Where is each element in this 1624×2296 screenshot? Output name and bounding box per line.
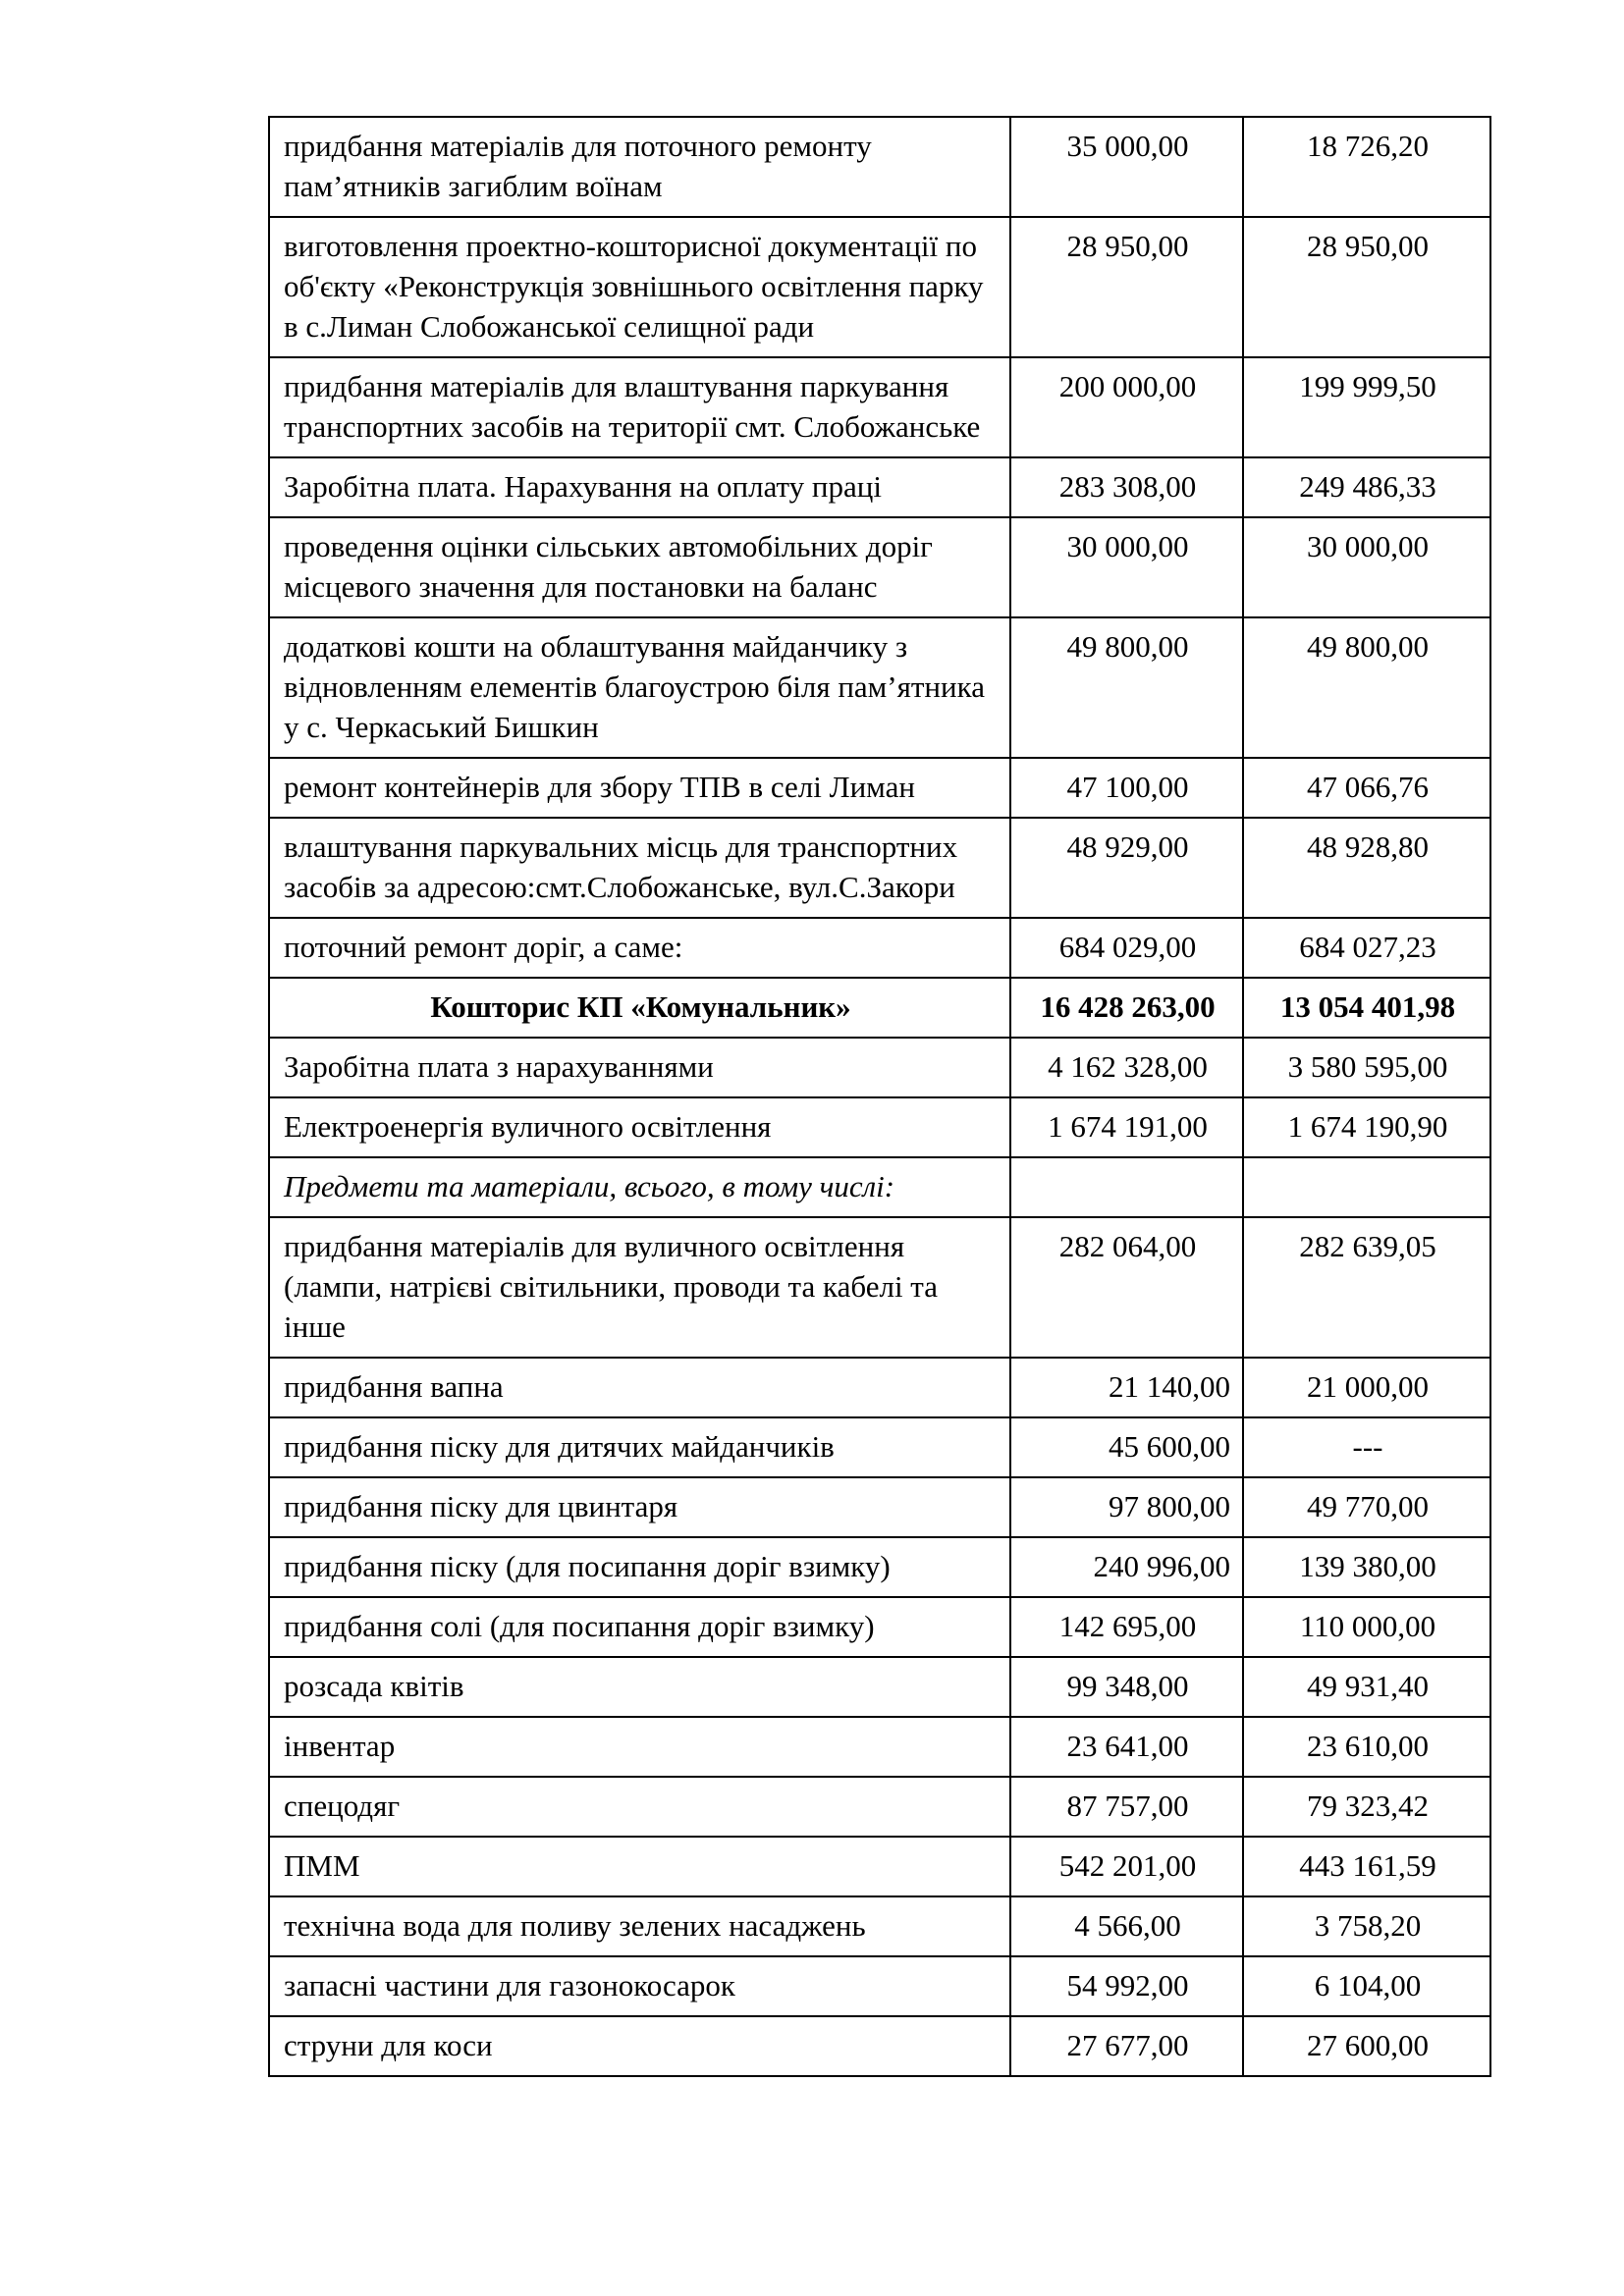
table-row (269, 1837, 1490, 1896)
planned-amount: 21 140,00 (1010, 1358, 1243, 1417)
actual-amount (1243, 1157, 1490, 1217)
actual-amount: 27 600,00 (1243, 2016, 1490, 2076)
actual-amount: 49 800,00 (1243, 617, 1490, 758)
table-row (269, 617, 1490, 758)
planned-amount: 16 428 263,00 (1010, 978, 1243, 1038)
item-description: влаштування паркувальних місць для транспортних засобів за адресою:смт.Слобожанське, вул.С.Закори (269, 818, 1010, 918)
actual-amount: 30 000,00 (1243, 517, 1490, 617)
planned-amount: 35 000,00 (1010, 117, 1243, 217)
planned-amount: 23 641,00 (1010, 1717, 1243, 1777)
actual-amount: 684 027,23 (1243, 918, 1490, 978)
table-row (269, 1358, 1490, 1417)
actual-amount: 18 726,20 (1243, 117, 1490, 217)
actual-amount: 48 928,80 (1243, 818, 1490, 918)
actual-amount: 13 054 401,98 (1243, 978, 1490, 1038)
planned-amount: 30 000,00 (1010, 517, 1243, 617)
table-row (269, 1477, 1490, 1537)
item-description: поточний ремонт доріг, а саме: (269, 918, 1010, 978)
table-row (269, 1717, 1490, 1777)
planned-amount: 45 600,00 (1010, 1417, 1243, 1477)
table-row (269, 517, 1490, 617)
budget-table-body (269, 117, 1490, 2076)
planned-amount: 283 308,00 (1010, 457, 1243, 517)
table-row (269, 978, 1490, 1038)
item-description: виготовлення проектно-кошторисної документації по об'єкту «Реконструкція зовнішнього освітлення парку в с.Лиман Слобожанської селищної ради (269, 217, 1010, 357)
actual-amount: 47 066,76 (1243, 758, 1490, 818)
planned-amount: 87 757,00 (1010, 1777, 1243, 1837)
actual-amount: 23 610,00 (1243, 1717, 1490, 1777)
item-description: придбання піску для цвинтаря (269, 1477, 1010, 1537)
actual-amount: 1 674 190,90 (1243, 1097, 1490, 1157)
planned-amount: 240 996,00 (1010, 1537, 1243, 1597)
item-description: Предмети та матеріали, всього, в тому числі: (269, 1157, 1010, 1217)
table-row (269, 1097, 1490, 1157)
planned-amount: 142 695,00 (1010, 1597, 1243, 1657)
actual-amount: 49 931,40 (1243, 1657, 1490, 1717)
item-description: Заробітна плата. Нарахування на оплату праці (269, 457, 1010, 517)
table-row (269, 1038, 1490, 1097)
item-description: технічна вода для поливу зелених насаджень (269, 1896, 1010, 1956)
planned-amount: 54 992,00 (1010, 1956, 1243, 2016)
item-description: спецодяг (269, 1777, 1010, 1837)
item-description: запасні частини для газонокосарок (269, 1956, 1010, 2016)
item-description: Кошторис КП «Комунальник» (269, 978, 1010, 1038)
planned-amount (1010, 1157, 1243, 1217)
table-row (269, 457, 1490, 517)
planned-amount: 4 162 328,00 (1010, 1038, 1243, 1097)
actual-amount: 49 770,00 (1243, 1477, 1490, 1537)
actual-amount: 110 000,00 (1243, 1597, 1490, 1657)
planned-amount: 684 029,00 (1010, 918, 1243, 978)
item-description: придбання вапна (269, 1358, 1010, 1417)
actual-amount: 28 950,00 (1243, 217, 1490, 357)
planned-amount: 47 100,00 (1010, 758, 1243, 818)
table-row (269, 1896, 1490, 1956)
planned-amount: 27 677,00 (1010, 2016, 1243, 2076)
actual-amount: 443 161,59 (1243, 1837, 1490, 1896)
table-row (269, 1956, 1490, 2016)
actual-amount: 139 380,00 (1243, 1537, 1490, 1597)
table-row (269, 1657, 1490, 1717)
actual-amount: 199 999,50 (1243, 357, 1490, 457)
budget-table (268, 116, 1491, 2077)
item-description: проведення оцінки сільських автомобільних доріг місцевого значення для постановки на баланс (269, 517, 1010, 617)
planned-amount: 542 201,00 (1010, 1837, 1243, 1896)
actual-amount: 21 000,00 (1243, 1358, 1490, 1417)
table-row (269, 1777, 1490, 1837)
item-description: придбання піску (для посипання доріг взимку) (269, 1537, 1010, 1597)
actual-amount: 6 104,00 (1243, 1956, 1490, 2016)
item-description: додаткові кошти на облаштування майданчику з відновленням елементів благоустрою біля пам’ятника у с. Черкаський Бишкин (269, 617, 1010, 758)
planned-amount: 49 800,00 (1010, 617, 1243, 758)
table-row (269, 918, 1490, 978)
table-row (269, 818, 1490, 918)
actual-amount: 249 486,33 (1243, 457, 1490, 517)
item-description: розсада квітів (269, 1657, 1010, 1717)
table-row (269, 1157, 1490, 1217)
planned-amount: 97 800,00 (1010, 1477, 1243, 1537)
table-row (269, 357, 1490, 457)
planned-amount: 48 929,00 (1010, 818, 1243, 918)
table-row (269, 1417, 1490, 1477)
table-row (269, 1597, 1490, 1657)
item-description: інвентар (269, 1717, 1010, 1777)
actual-amount: 3 758,20 (1243, 1896, 1490, 1956)
item-description: ремонт контейнерів для збору ТПВ в селі Лиман (269, 758, 1010, 818)
actual-amount: 3 580 595,00 (1243, 1038, 1490, 1097)
planned-amount: 282 064,00 (1010, 1217, 1243, 1358)
actual-amount: --- (1243, 1417, 1490, 1477)
item-description: придбання солі (для посипання доріг взимку) (269, 1597, 1010, 1657)
table-row (269, 217, 1490, 357)
item-description: Заробітна плата з нарахуваннями (269, 1038, 1010, 1097)
item-description: придбання матеріалів для вуличного освітлення (лампи, натрієві світильники, проводи та кабелі та інше (269, 1217, 1010, 1358)
table-row (269, 117, 1490, 217)
table-row (269, 2016, 1490, 2076)
item-description: ПММ (269, 1837, 1010, 1896)
item-description: струни для коси (269, 2016, 1010, 2076)
table-row (269, 758, 1490, 818)
planned-amount: 1 674 191,00 (1010, 1097, 1243, 1157)
item-description: придбання матеріалів для влаштування паркування транспортних засобів на території смт. Слобожанське (269, 357, 1010, 457)
actual-amount: 282 639,05 (1243, 1217, 1490, 1358)
item-description: придбання піску для дитячих майданчиків (269, 1417, 1010, 1477)
planned-amount: 200 000,00 (1010, 357, 1243, 457)
table-row (269, 1217, 1490, 1358)
item-description: Електроенергія вуличного освітлення (269, 1097, 1010, 1157)
table-row (269, 1537, 1490, 1597)
actual-amount: 79 323,42 (1243, 1777, 1490, 1837)
planned-amount: 4 566,00 (1010, 1896, 1243, 1956)
planned-amount: 99 348,00 (1010, 1657, 1243, 1717)
planned-amount: 28 950,00 (1010, 217, 1243, 357)
item-description: придбання матеріалів для поточного ремонту пам’ятників загиблим воїнам (269, 117, 1010, 217)
